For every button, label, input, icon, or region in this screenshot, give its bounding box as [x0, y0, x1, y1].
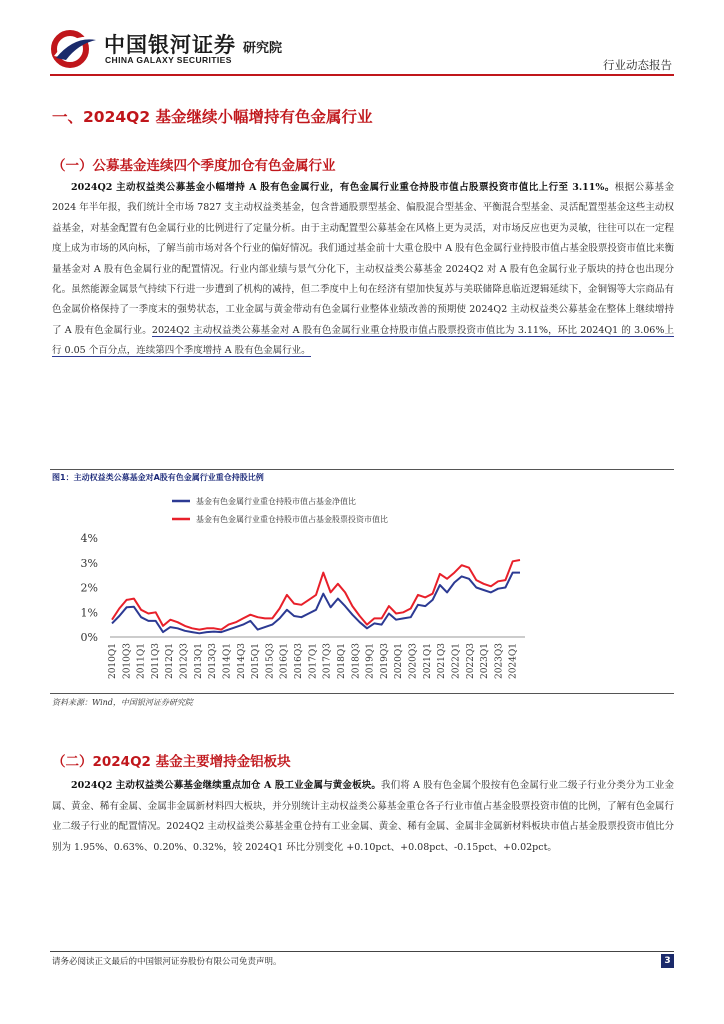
x-tick-label: 2018Q1: [336, 643, 347, 680]
paragraph-1-lead: 2024Q2 主动权益类公募基金小幅增持 A 股有色金属行业，有色金属行业重仓持股市值占股票投资市值比上行至 3.11%。: [71, 182, 615, 193]
paragraph-2: [52, 776, 674, 858]
x-tick-label: 2019Q1: [365, 643, 376, 680]
footer-disclaimer: 请务必阅读正文最后的中国银河证券股份有限公司免责声明。: [52, 957, 282, 967]
legend-label-series-1: 基金有色金属行业重仓持股市值占基金净值比: [196, 497, 356, 506]
subsection-title-2: （二）2024Q2 基金主要增持金铝板块: [52, 754, 291, 770]
y-tick-label: 4%: [80, 532, 98, 545]
figure-source: 资料来源：Wind，中国银河证券研究院: [52, 698, 193, 707]
legend-label-series-2: 基金有色金属行业重仓持股市值占基金股票投资市值比: [196, 515, 388, 524]
x-tick-label: 2011Q3: [150, 643, 161, 680]
paragraph-1-body: 根据公募基金 2024 年半年报，我们统计全市场 7827 支主动权益类基金，包含普通股票型基金、偏股混合型基金、平衡混合型基金、灵活配置型基金这些主动权益基金，对基金配置有色金属行业的比例进行了定量分析。由于主动配置型公募基金在风格上更为灵活，对市场反应也更为灵敏，往往可以在一定程度上成为市场的风向标，了解当前市场对各个行业的偏好情况。我们通过基金前十大重仓股中 A 股有色金属行业持股市值占基金股票投资市值比来衡量基金对 A 股有色金属行业的配置情况。行业内部业绩与景气分化下，主动权益类公募基金 2024Q2 对 A 股有色金属行业子版块的持仓也出现分化。虽然能源金属景气持续下行进一步遭到了机构的减持，但二季度中上旬在经济有望加快复苏与美联储降息临近逻辑延续下，金铜锡等大宗商品有色金属价格保持了一季度末的强势状态，工业金属与黄金带动有色金属行业整体业绩改善的预期使 2024Q2 主动权益类公募基金在整体上继续增持了 A 股有色金属行业。: [52, 182, 674, 336]
company-logo-icon: [50, 28, 98, 68]
x-tick-label: 2014Q1: [222, 643, 233, 680]
figure-bottom-rule: [50, 693, 674, 694]
paragraph-2-body: 我们将 A 股有色金属个股按有色金属行业二级子行业分类分为工业金属、黄金、稀有金属、金属非金属新材料四大板块，并分别统计主动权益类公募基金重仓各子行业市值占基金股票投资市值的比例，了解有色金属行业二级子行业的配置情况。2024Q2 主动权益类公募基金重仓持有工业金属、黄金、稀有金属、金属非金属新材料板块市值占基金股票投资市值比分别为 1.95%、0.63%、0.20%、0.32%，较 2024Q1 环比分别变化 +0.10pct、+0.08pct、-0.15pct、+0.02pct。: [52, 780, 674, 853]
x-axis-ticks: [108, 643, 519, 679]
x-tick-label: 2021Q1: [422, 643, 433, 680]
x-tick-label: 2023Q3: [494, 643, 505, 680]
y-tick-label: 1%: [80, 606, 98, 620]
y-tick-label: 2%: [80, 581, 98, 595]
x-tick-label: 2010Q3: [122, 643, 133, 680]
x-tick-label: 2013Q1: [193, 643, 204, 680]
x-tick-label: 2022Q1: [451, 643, 462, 680]
footer-divider: [50, 951, 674, 952]
x-tick-label: 2014Q3: [236, 643, 247, 680]
x-tick-label: 2018Q3: [351, 643, 362, 680]
x-tick-label: 2023Q1: [480, 643, 491, 680]
brand-name-en: CHINA GALAXY SECURITIES: [105, 55, 232, 65]
report-type-label: 行业动态报告: [603, 58, 672, 72]
x-tick-label: 2022Q3: [465, 643, 476, 680]
x-tick-label: 2024Q1: [508, 643, 519, 680]
x-tick-label: 2019Q3: [379, 643, 390, 680]
y-tick-label: 3%: [80, 556, 98, 570]
series-line-1: [112, 573, 520, 634]
x-tick-label: 2016Q3: [294, 643, 305, 680]
x-tick-label: 2013Q3: [208, 643, 219, 680]
page-number: 3: [661, 954, 674, 968]
line-chart: [50, 486, 674, 692]
x-tick-label: 2021Q3: [437, 643, 448, 680]
x-tick-label: 2017Q3: [322, 643, 333, 680]
chart-legend: [172, 496, 388, 524]
brand-subtitle: 研究院: [243, 41, 283, 56]
paragraph-1-conclusion: 2024Q2 主动权益类公募基金对 A 股有色金属行业重仓持股市值占股票投资市值比为 3.11%，环比 2024Q1 的 3.06%上行 0.05 个百分点，连续第四个季度增持 A 股有色金属行业。: [52, 324, 674, 357]
x-tick-label: 2012Q3: [179, 643, 190, 680]
subsection-title-1: （一）公募基金连续四个季度加仓有色金属行业: [52, 158, 336, 174]
y-axis-ticks: [81, 532, 98, 644]
x-tick-label: 2012Q1: [165, 643, 176, 680]
y-tick-label: 0%: [80, 631, 98, 644]
x-tick-label: 2015Q3: [265, 643, 276, 680]
series-line-2: [112, 560, 520, 630]
brand-name-cn: 中国银河证券: [104, 33, 236, 57]
x-tick-label: 2017Q1: [308, 643, 319, 680]
x-tick-label: 2020Q3: [408, 643, 419, 680]
figure-top-rule: [50, 469, 674, 470]
chart-series: [112, 560, 520, 633]
paragraph-1: [52, 178, 674, 362]
header-divider: [50, 74, 674, 76]
figure-caption: 图1：主动权益类公募基金对A股有色金属行业重仓持股比例: [52, 473, 264, 482]
x-tick-label: 2015Q1: [251, 643, 262, 680]
x-tick-label: 2020Q1: [394, 643, 405, 680]
section-title: 一、2024Q2 基金继续小幅增持有色金属行业: [52, 108, 373, 126]
x-tick-label: 2010Q1: [108, 643, 118, 680]
paragraph-2-lead: 2024Q2 主动权益类公募基金继续重点加仓 A 股工业金属与黄金板块。: [71, 780, 382, 791]
x-tick-label: 2016Q1: [279, 643, 290, 680]
x-tick-label: 2011Q1: [136, 643, 147, 680]
